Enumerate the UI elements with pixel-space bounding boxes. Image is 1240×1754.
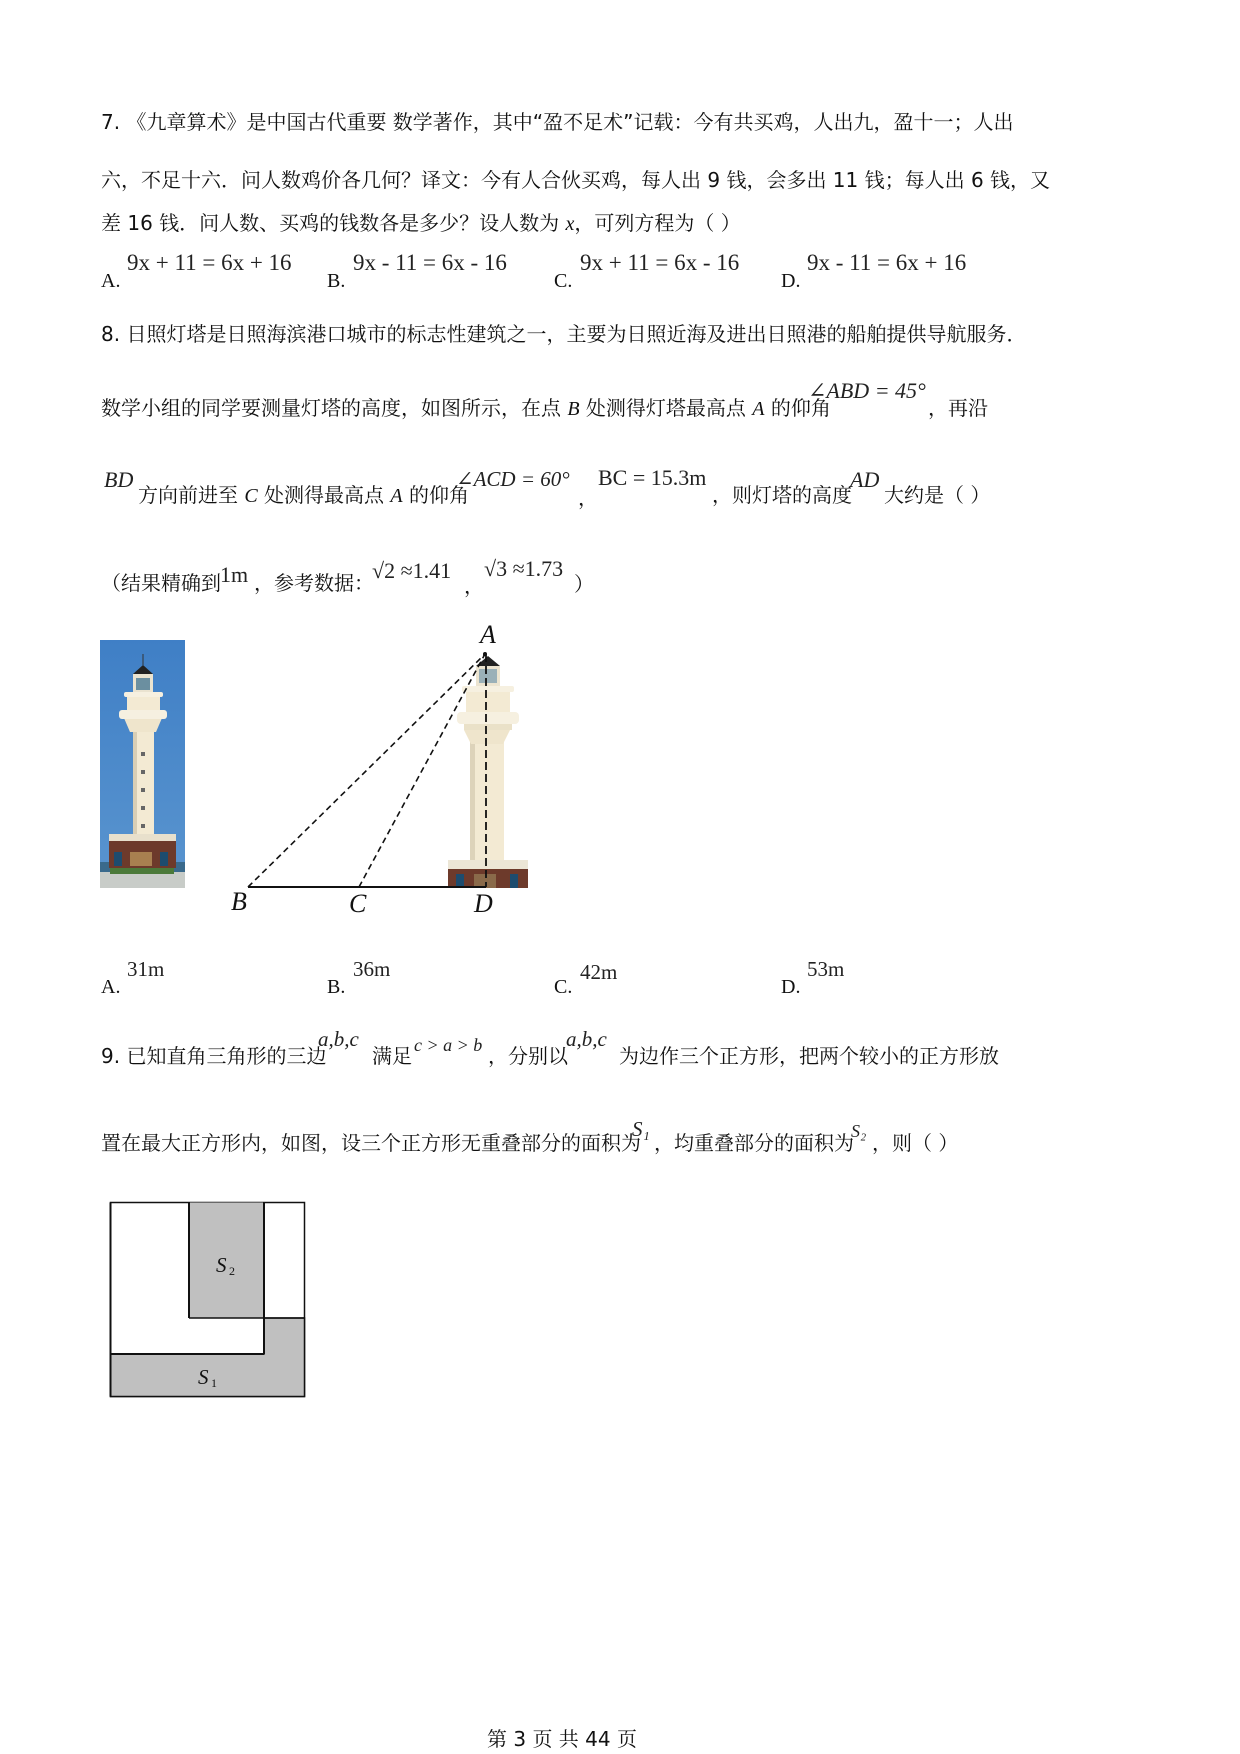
segment-ad: AD xyxy=(850,467,880,492)
q7-line-3-post: ，可列方程为（ ） xyxy=(574,211,741,235)
precision: 1m xyxy=(220,562,249,587)
q8-line-2-mid: 处测得灯塔最高点 xyxy=(579,396,753,420)
option-letter: B. xyxy=(327,270,346,292)
q9-line-2-mid: ，均重叠部分的面积为 xyxy=(654,1131,854,1155)
angle-acd: ∠ACD = 60° xyxy=(456,467,570,491)
option-equation: 9x + 11 = 6x - 16 xyxy=(580,250,740,275)
side-condition: c > a > b xyxy=(414,1035,483,1055)
label-s2: S xyxy=(216,1253,227,1277)
sqrt2-approx: √2 ≈1.41 xyxy=(372,558,452,583)
comma: ， xyxy=(464,574,484,598)
label-c: C xyxy=(349,889,367,918)
lighthouse-photo xyxy=(100,640,185,888)
q8-line-2 xyxy=(101,396,831,421)
option-value: 53m xyxy=(807,957,845,981)
q9-line-2-post: ，则（ ） xyxy=(872,1131,959,1155)
label-s1: S xyxy=(198,1365,209,1389)
label-b: B xyxy=(231,887,247,916)
option-equation: 9x + 11 = 6x + 16 xyxy=(127,250,292,275)
q7-line-2: 六，不足十六．问人数鸡价各几何？译文：今有人合伙买鸡，每人出 9 钱，会多出 11 钱；每人出 6 钱，又 xyxy=(101,168,1051,192)
q8-line-2-pre: 数学小组的同学要测量灯塔的高度，如图所示，在点 xyxy=(101,396,568,420)
sides-abc-2: a,b,c xyxy=(566,1027,607,1051)
q9-line-1-post: 为边作三个正方形，把两个较小的正方形放 xyxy=(619,1044,999,1068)
q8-line-2-end: ，再沿 xyxy=(928,396,988,420)
segment-bd: BD xyxy=(104,467,134,492)
option-letter: A. xyxy=(101,270,121,292)
q9-line-2-pre: 置在最大正方形内，如图，设三个正方形无重叠部分的面积为 xyxy=(101,1131,641,1155)
sqrt3-approx: √3 ≈1.73 xyxy=(484,556,564,581)
point-b-ref: B xyxy=(567,398,580,420)
option-letter: C. xyxy=(554,976,573,998)
q9-line-1-mid2: ，分别以 xyxy=(488,1044,568,1068)
triangle-diagram xyxy=(220,620,550,920)
option-letter: B. xyxy=(327,976,346,998)
q8-line-3-end: 大约是（ ） xyxy=(884,483,991,507)
label-a: A xyxy=(480,620,496,649)
bc-length: BC = 15.3m xyxy=(598,465,707,490)
q8-line-4-mid: ，参考数据： xyxy=(254,571,374,595)
label-d: D xyxy=(474,889,493,918)
area-s2: S₂ xyxy=(851,1121,867,1141)
option-letter: D. xyxy=(781,270,801,292)
option-value: 42m xyxy=(580,960,618,984)
option-equation: 9x - 11 = 6x + 16 xyxy=(807,250,967,275)
option-value: 36m xyxy=(353,957,391,981)
point-a-ref: A xyxy=(390,485,403,507)
option-letter: C. xyxy=(554,270,573,292)
lighthouse-drawing xyxy=(448,656,528,888)
point-a-ref: A xyxy=(752,398,765,420)
q8-line-3-mid: 处测得最高点 xyxy=(257,483,391,507)
sides-abc: a,b,c xyxy=(318,1027,359,1051)
option-equation: 9x - 11 = 6x - 16 xyxy=(353,250,507,275)
squares-diagram xyxy=(108,1200,308,1400)
q8-line-3-then: ，则灯塔的高度 xyxy=(712,483,852,507)
comma: ， xyxy=(578,486,598,510)
q7-var-x: x xyxy=(565,213,575,235)
squares-figure xyxy=(108,1200,308,1400)
point-c-ref: C xyxy=(244,485,258,507)
q8-line-4-end: ） xyxy=(574,572,594,596)
option-value: 31m xyxy=(127,957,165,981)
q8-line-2-post: 的仰角 xyxy=(764,396,831,420)
label-s1-sub: 1 xyxy=(211,1376,217,1390)
q9-line-1-mid: 满足 xyxy=(372,1044,412,1068)
q8-line-3-pre: 方向前进至 xyxy=(138,483,245,507)
label-s2-sub: 2 xyxy=(229,1264,235,1278)
option-letter: D. xyxy=(781,976,801,998)
q9-line-1-pre: 9. 已知直角三角形的三边 xyxy=(101,1044,327,1068)
lighthouse-diagram xyxy=(220,620,550,920)
q7-line-1: 7. 《九章算术》是中国古代重要 数学著作，其中“盈不足术”记载：今有共买鸡，人出九，盈十一；人出 xyxy=(101,110,1014,134)
angle-abd: ∠ABD = 45° xyxy=(808,378,926,403)
area-s1: S₁ xyxy=(632,1117,650,1141)
q8-line-3 xyxy=(138,483,469,508)
q7-line-3 xyxy=(101,211,741,236)
page-number: 第 3 页 共 44 页 xyxy=(487,1727,637,1751)
lighthouse-photo-image xyxy=(100,640,185,888)
q8-line-3-post: 的仰角 xyxy=(402,483,469,507)
q8-line-1: 8. 日照灯塔是日照海滨港口城市的标志性建筑之一，主要为日照近海及进出日照港的船舶提供导航服务． xyxy=(101,322,1027,346)
option-letter: A. xyxy=(101,976,121,998)
q8-line-4-pre: （结果精确到 xyxy=(101,571,221,595)
q7-line-3-pre: 差 16 钱．问人数、买鸡的钱数各是多少？设人数为 xyxy=(101,211,566,235)
